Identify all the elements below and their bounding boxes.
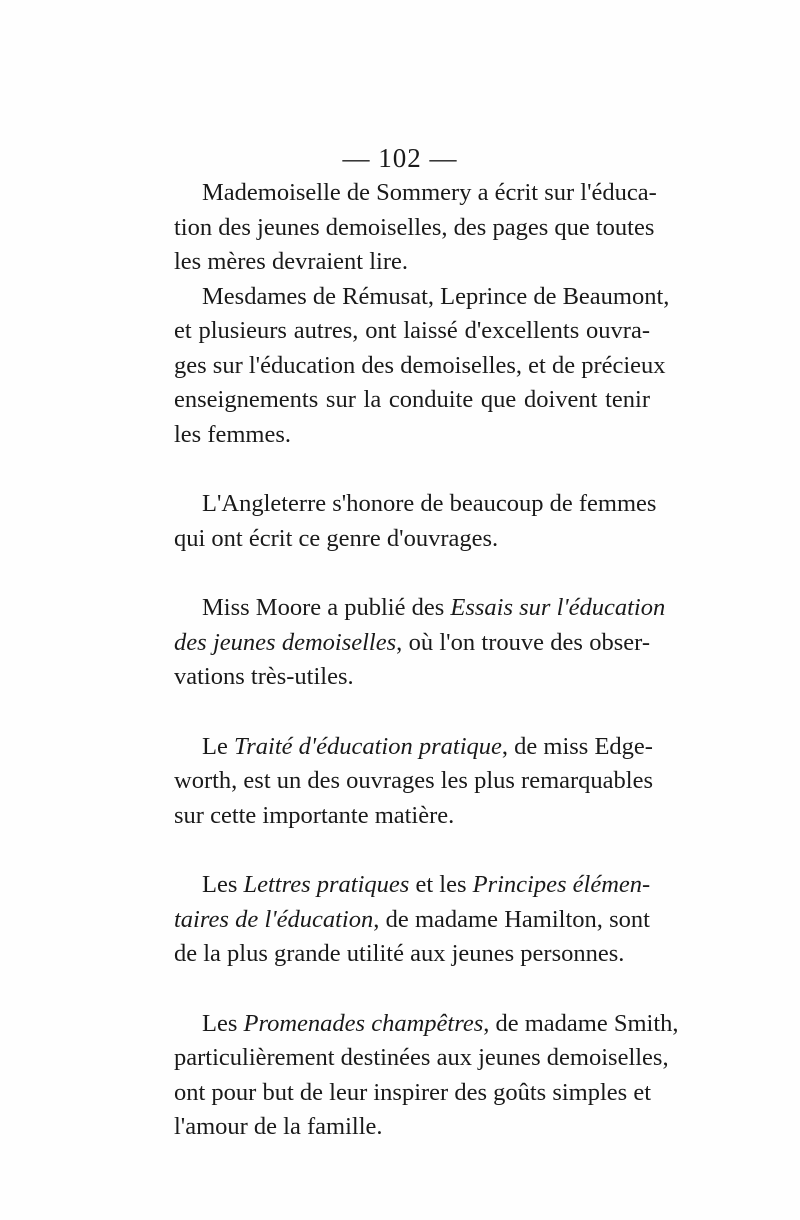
paragraph-line: tion des jeunes demoiselles, des pages que toutes bbox=[174, 213, 655, 241]
book-title: Principes élémen- bbox=[472, 871, 651, 898]
paragraph-line: worth, est un des ouvrages les plus remarquables bbox=[174, 767, 653, 794]
book-title: Promenades champêtres bbox=[243, 1009, 484, 1037]
paragraph-line: L'Angleterre s'honore de beaucoup de femmes bbox=[202, 490, 657, 517]
text-span: , de madame Hamilton, sont bbox=[373, 905, 650, 933]
text-span: , de miss Edge- bbox=[501, 732, 653, 760]
text-span: , où l'on trouve des obser- bbox=[396, 628, 650, 656]
paragraph-line: ges sur l'éducation des demoiselles, et de précieux bbox=[174, 351, 666, 379]
paragraph-line: Mademoiselle de Sommery a écrit sur l'éduca- bbox=[202, 179, 657, 206]
paragraph-line bbox=[146, 1007, 679, 1042]
page-text bbox=[146, 176, 679, 1145]
paragraph-line bbox=[146, 591, 666, 626]
text-span: Les bbox=[202, 871, 244, 898]
paragraph-line: qui ont écrit ce genre d'ouvrages. bbox=[174, 524, 499, 552]
paragraph-line: particulièrement destinées aux jeunes demoiselles, bbox=[174, 1044, 669, 1071]
text-span: Miss Moore a publié des bbox=[202, 594, 451, 621]
text-span: et les bbox=[409, 871, 473, 898]
paragraph-line: de la plus grande utilité aux jeunes personnes. bbox=[174, 940, 625, 967]
paragraph-line: sur cette importante matière. bbox=[174, 801, 455, 829]
paragraph-line: et plusieurs autres, ont laissé d'excellents ouvra- bbox=[174, 317, 650, 344]
paragraph-line bbox=[146, 730, 653, 765]
paragraph-line: les femmes. bbox=[174, 420, 292, 448]
book-title: des jeunes demoiselles bbox=[174, 628, 397, 656]
page-number: — 102 — bbox=[342, 143, 458, 173]
text-span: Le bbox=[202, 732, 234, 760]
paragraph-line: les mères devraient lire. bbox=[174, 248, 409, 275]
paragraph-1 bbox=[146, 176, 657, 280]
text-span: , de madame Smith, bbox=[483, 1009, 679, 1037]
paragraph-line bbox=[146, 868, 650, 903]
paragraph-line: Mesdames de Rémusat, Leprince de Beaumont, bbox=[202, 282, 670, 310]
paragraph-4 bbox=[146, 591, 666, 695]
paragraph-line bbox=[146, 626, 650, 661]
paragraph-7 bbox=[146, 1007, 679, 1145]
paragraph-5 bbox=[146, 730, 653, 834]
paragraph-6 bbox=[146, 868, 650, 972]
text-span: Les bbox=[202, 1009, 244, 1037]
paragraph-line: l'amour de la famille. bbox=[174, 1113, 383, 1140]
paragraph-3 bbox=[146, 487, 657, 556]
book-title: taires de l'éducation bbox=[174, 905, 374, 933]
paragraph-line bbox=[146, 903, 650, 938]
book-title: Essais sur l'éducation bbox=[450, 594, 666, 621]
book-title: Lettres pratiques bbox=[243, 871, 410, 898]
paragraph-line: enseignements sur la conduite que doivent tenir bbox=[174, 386, 650, 413]
paragraph-line: ont pour but de leur inspirer des goûts simples et bbox=[174, 1078, 651, 1106]
book-title: Traité d'éducation pratique bbox=[233, 732, 502, 760]
paragraph-2 bbox=[146, 280, 670, 453]
paragraph-line: vations très-utiles. bbox=[174, 663, 354, 690]
